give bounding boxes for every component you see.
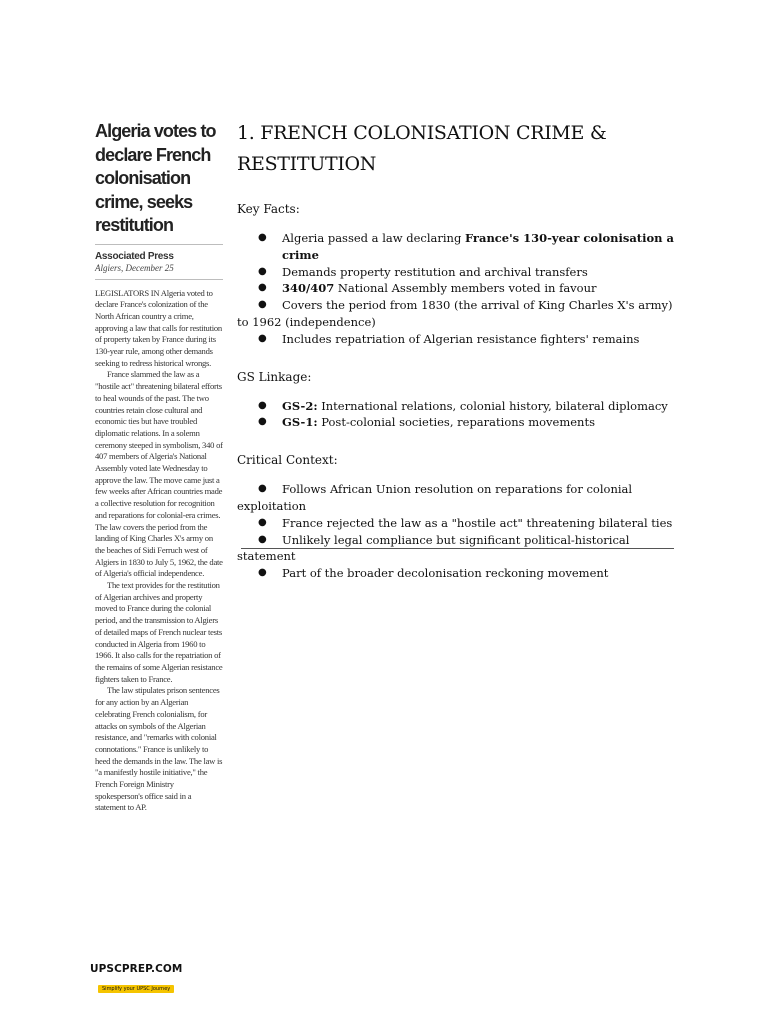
bullet-dot-icon: ● <box>258 567 267 579</box>
bullet-dot-icon: ● <box>258 533 267 545</box>
bullet-text: Demands property restitution and archival transfers <box>282 264 588 279</box>
bullet-bold-text: France's 130-year colonisation a crime <box>282 231 674 262</box>
section-divider <box>241 548 674 549</box>
bullet-dot-icon: ● <box>258 299 267 311</box>
bullet-item <box>237 230 677 264</box>
bullet-text: Covers the period from 1830 (the arrival of King Charles X's army) to 1962 (independence) <box>237 298 673 329</box>
bullet-item <box>237 331 677 348</box>
gs-linkage-list <box>237 398 677 432</box>
bullet-item <box>237 515 677 532</box>
bullet-text: International relations, colonial history, bilateral diplomacy <box>317 398 668 413</box>
bullet-text: Post-colonial societies, reparations movements <box>317 415 595 430</box>
clipping-paragraph: LEGISLATORS IN Algeria voted to declare France's colonization of the North African country a crime, approving a law that calls for restitution of property taken by France during its 130-year rule, among other demands seeking to redress historical wrongs. <box>95 287 222 368</box>
article-title: 1. FRENCH COLONISATION CRIME & RESTITUTION <box>237 122 607 175</box>
bullet-item <box>237 565 677 582</box>
bullet-dot-icon: ● <box>258 483 267 495</box>
bullet-item <box>237 398 677 415</box>
clipping-body <box>95 288 223 815</box>
bullet-dot-icon: ● <box>258 516 267 528</box>
bullet-text: Algeria passed a law declaring <box>282 231 465 245</box>
bullet-text: Part of the broader decolonisation reckoning movement <box>282 566 609 581</box>
bullet-bold-text: GS-1: <box>282 415 318 430</box>
bullet-text: Includes repatriation of Algerian resistance fighters' remains <box>282 331 640 346</box>
clipping-paragraph: France slammed the law as a "hostile act" threatening bilateral efforts to heal wounds of the past. The two countries retain close cultural and economic ties but have troubled diplomatic relations. In a solemn ceremony steeped in symbolism, 340 of 407 members of Algeria's National Assembly voted late Wednesday to approve the law. The move came just a few weeks after African countries made a collective resolution for recognition and reparations for colonial-era crimes. The law covers the period from the landing of King Charles X's army on the beaches of Sidi Ferruch west of Algiers in 1830 to July 5, 1962, the date of Algeria's official independence. <box>95 369 223 579</box>
article <box>237 118 677 582</box>
bullet-dot-icon: ● <box>258 399 267 411</box>
clipping-paragraph: The law stipulates prison sentences for any action by an Algerian celebrating French colonialism, for attacks on symbols of the Algerian resistance, and "remarks with colonial connotations." France is unlikely to heed the demands in the law. The law is "a manifestly hostile initiative," the French Foreign Ministry spokesperson's office said in a statement to AP. <box>95 685 223 813</box>
critical-context-heading: Critical Context: <box>237 453 338 468</box>
bullet-text: Follows African Union resolution on reparations for colonial exploitation <box>237 482 633 513</box>
clipping-dateline: Algiers, December 25 <box>95 263 223 280</box>
clipping-paragraph: The text provides for the restitution of Algerian archives and property moved to France during the colonial period, and the transmission to Algiers of detailed maps of French nuclear tests conducted in Algeria from 1960 to 1966. It also calls for the repatriation of the remains of some Algerian resistance fighters taken to France. <box>95 580 223 684</box>
bullet-item <box>237 414 677 431</box>
bullet-item <box>237 264 677 281</box>
logo-name: UPSCPREP.COM <box>90 963 183 975</box>
upscprep-logo <box>90 963 190 994</box>
bullet-bold-text: 340/407 <box>282 281 335 296</box>
bullet-dot-icon: ● <box>258 332 267 344</box>
bullet-text: National Assembly members voted in favour <box>334 281 597 296</box>
logo-tagline: Simplify your UPSC Journey <box>98 985 174 993</box>
key-facts-list <box>237 230 677 348</box>
gs-linkage-heading: GS Linkage: <box>237 369 312 384</box>
bullet-text: France rejected the law as a "hostile act" threatening bilateral ties <box>282 515 673 530</box>
bullet-dot-icon: ● <box>258 416 267 428</box>
bullet-bold-text: GS-2: <box>282 398 318 413</box>
bullet-dot-icon: ● <box>258 282 267 294</box>
bullet-item <box>237 481 677 515</box>
bullet-item <box>237 280 677 297</box>
key-facts-heading: Key Facts: <box>237 202 300 216</box>
critical-context-list <box>237 481 677 582</box>
bullet-dot-icon: ● <box>258 232 267 243</box>
bullet-text: Unlikely legal compliance but significant political-historical statement <box>237 532 630 564</box>
newspaper-clipping <box>95 120 223 814</box>
clipping-headline: Algeria votes to declare French colonisation crime, seeks restitution <box>95 120 223 245</box>
bullet-dot-icon: ● <box>258 265 267 277</box>
bullet-item <box>237 297 677 331</box>
clipping-byline: Associated Press <box>95 250 174 262</box>
